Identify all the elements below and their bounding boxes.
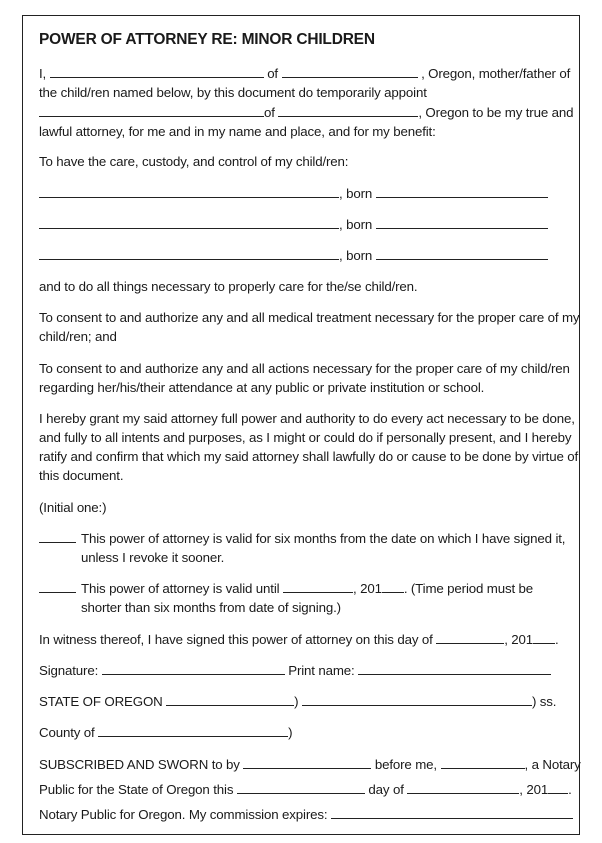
option-2-line-2: shorter than six months from date of signing.) (81, 600, 341, 615)
grantor-name-blank[interactable] (50, 65, 264, 78)
text: , a Notary (524, 757, 581, 772)
child-name-blank[interactable] (39, 185, 339, 198)
text: This power of attorney is valid until (81, 581, 280, 596)
text: . (555, 632, 559, 647)
option-2 (39, 579, 76, 598)
text: Notary Public for Oregon. My commission expires: (39, 807, 328, 822)
para-care: To have the care, custody, and control of my child/ren: (39, 154, 349, 169)
county-blank[interactable] (98, 724, 288, 737)
child-born-blank[interactable] (376, 216, 548, 229)
line-grantor (39, 64, 570, 83)
text: Signature: (39, 663, 99, 678)
child-row-1 (39, 184, 548, 203)
option-1 (39, 529, 76, 548)
text: , Oregon to be my true and (418, 105, 574, 120)
commission-expires-blank[interactable] (331, 806, 573, 819)
notary-month-blank[interactable] (407, 781, 519, 794)
commission-line (39, 805, 573, 824)
attorney-city-blank[interactable] (278, 104, 418, 117)
child-name-blank[interactable] (39, 247, 339, 260)
form-title: POWER OF ATTORNEY RE: MINOR CHILDREN (39, 31, 375, 48)
text: , 201 (504, 632, 534, 647)
attorney-name-blank[interactable] (39, 104, 264, 117)
text: ) (294, 694, 299, 709)
initial-blank[interactable] (39, 530, 76, 543)
text: day of (368, 782, 404, 797)
witness-year-blank[interactable] (533, 631, 555, 644)
initial-blank[interactable] (39, 580, 76, 593)
para-grant-3: ratify and confirm that which my said attorney shall lawfully do or cause to be done by virtue of (39, 449, 579, 464)
para-actions-2: regarding her/his/their attendance at any public or private institution or school. (39, 380, 485, 395)
witness-line (39, 630, 559, 649)
grantor-city-blank[interactable] (282, 65, 418, 78)
text: Public for the State of Oregon this (39, 782, 234, 797)
para-grant-2: and fully to all intents and purposes, as I might or could do if personally present, and I hereby (39, 430, 572, 445)
valid-until-year-blank[interactable] (382, 580, 404, 593)
text: SUBSCRIBED AND SWORN to by (39, 757, 240, 772)
sworn-by-blank[interactable] (243, 756, 371, 769)
child-row-2 (39, 215, 548, 234)
signature-blank[interactable] (102, 662, 285, 675)
text: County of (39, 725, 95, 740)
valid-until-date-blank[interactable] (283, 580, 353, 593)
text: ) ss. (531, 694, 557, 709)
text: , born (339, 186, 373, 201)
notary-day-blank[interactable] (237, 781, 365, 794)
child-row-3 (39, 246, 548, 265)
county-line (39, 723, 292, 742)
para-actions-1: To consent to and authorize any and all actions necessary for the proper care of my child/ren (39, 361, 570, 376)
child-born-blank[interactable] (376, 185, 548, 198)
state-line (39, 692, 556, 711)
text: , born (339, 248, 373, 263)
line-appoint: the child/ren named below, by this document do temporarily appoint (39, 85, 427, 100)
text: , 201 (352, 581, 382, 596)
text: STATE OF OREGON (39, 694, 163, 709)
signature-line (39, 661, 551, 680)
notary-year-blank[interactable] (548, 781, 568, 794)
form-frame (22, 15, 580, 835)
text: of (267, 66, 278, 81)
para-necessary: and to do all things necessary to properly care for the/se child/ren. (39, 279, 418, 294)
child-born-blank[interactable] (376, 247, 548, 260)
notary-name-blank[interactable] (441, 756, 525, 769)
option-1-line-2: unless I revoke it sooner. (81, 550, 225, 565)
text: ) (288, 725, 293, 740)
line-lawful: lawful attorney, for me and in my name and place, and for my benefit: (39, 124, 436, 139)
sworn-line (39, 755, 581, 774)
text: . (568, 782, 572, 797)
text: before me, (374, 757, 437, 772)
option-1-line-1: This power of attorney is valid for six months from the date on which I have signed it, (81, 531, 566, 546)
state-blank[interactable] (166, 693, 294, 706)
text: . (Time period must be (403, 581, 534, 596)
line-attorney (39, 103, 573, 122)
option-2-line-1 (81, 579, 533, 598)
text: , Oregon, mother/father of (421, 66, 571, 81)
state-venue-blank[interactable] (302, 693, 532, 706)
text: , 201 (519, 782, 549, 797)
text: In witness thereof, I have signed this power of attorney on this day of (39, 632, 433, 647)
para-medical-2: child/ren; and (39, 329, 117, 344)
para-grant-4: this document. (39, 468, 124, 483)
text: of (264, 105, 275, 120)
text: Print name: (288, 663, 355, 678)
witness-day-blank[interactable] (436, 631, 504, 644)
text: , born (339, 217, 373, 232)
initial-label: (Initial one:) (39, 500, 107, 515)
text: I, (39, 66, 47, 81)
para-grant-1: I hereby grant my said attorney full power and authority to do every act necessary to be done, (39, 411, 575, 426)
child-name-blank[interactable] (39, 216, 339, 229)
public-line (39, 780, 572, 799)
para-medical-1: To consent to and authorize any and all medical treatment necessary for the proper care of my (39, 310, 580, 325)
print-name-blank[interactable] (358, 662, 551, 675)
